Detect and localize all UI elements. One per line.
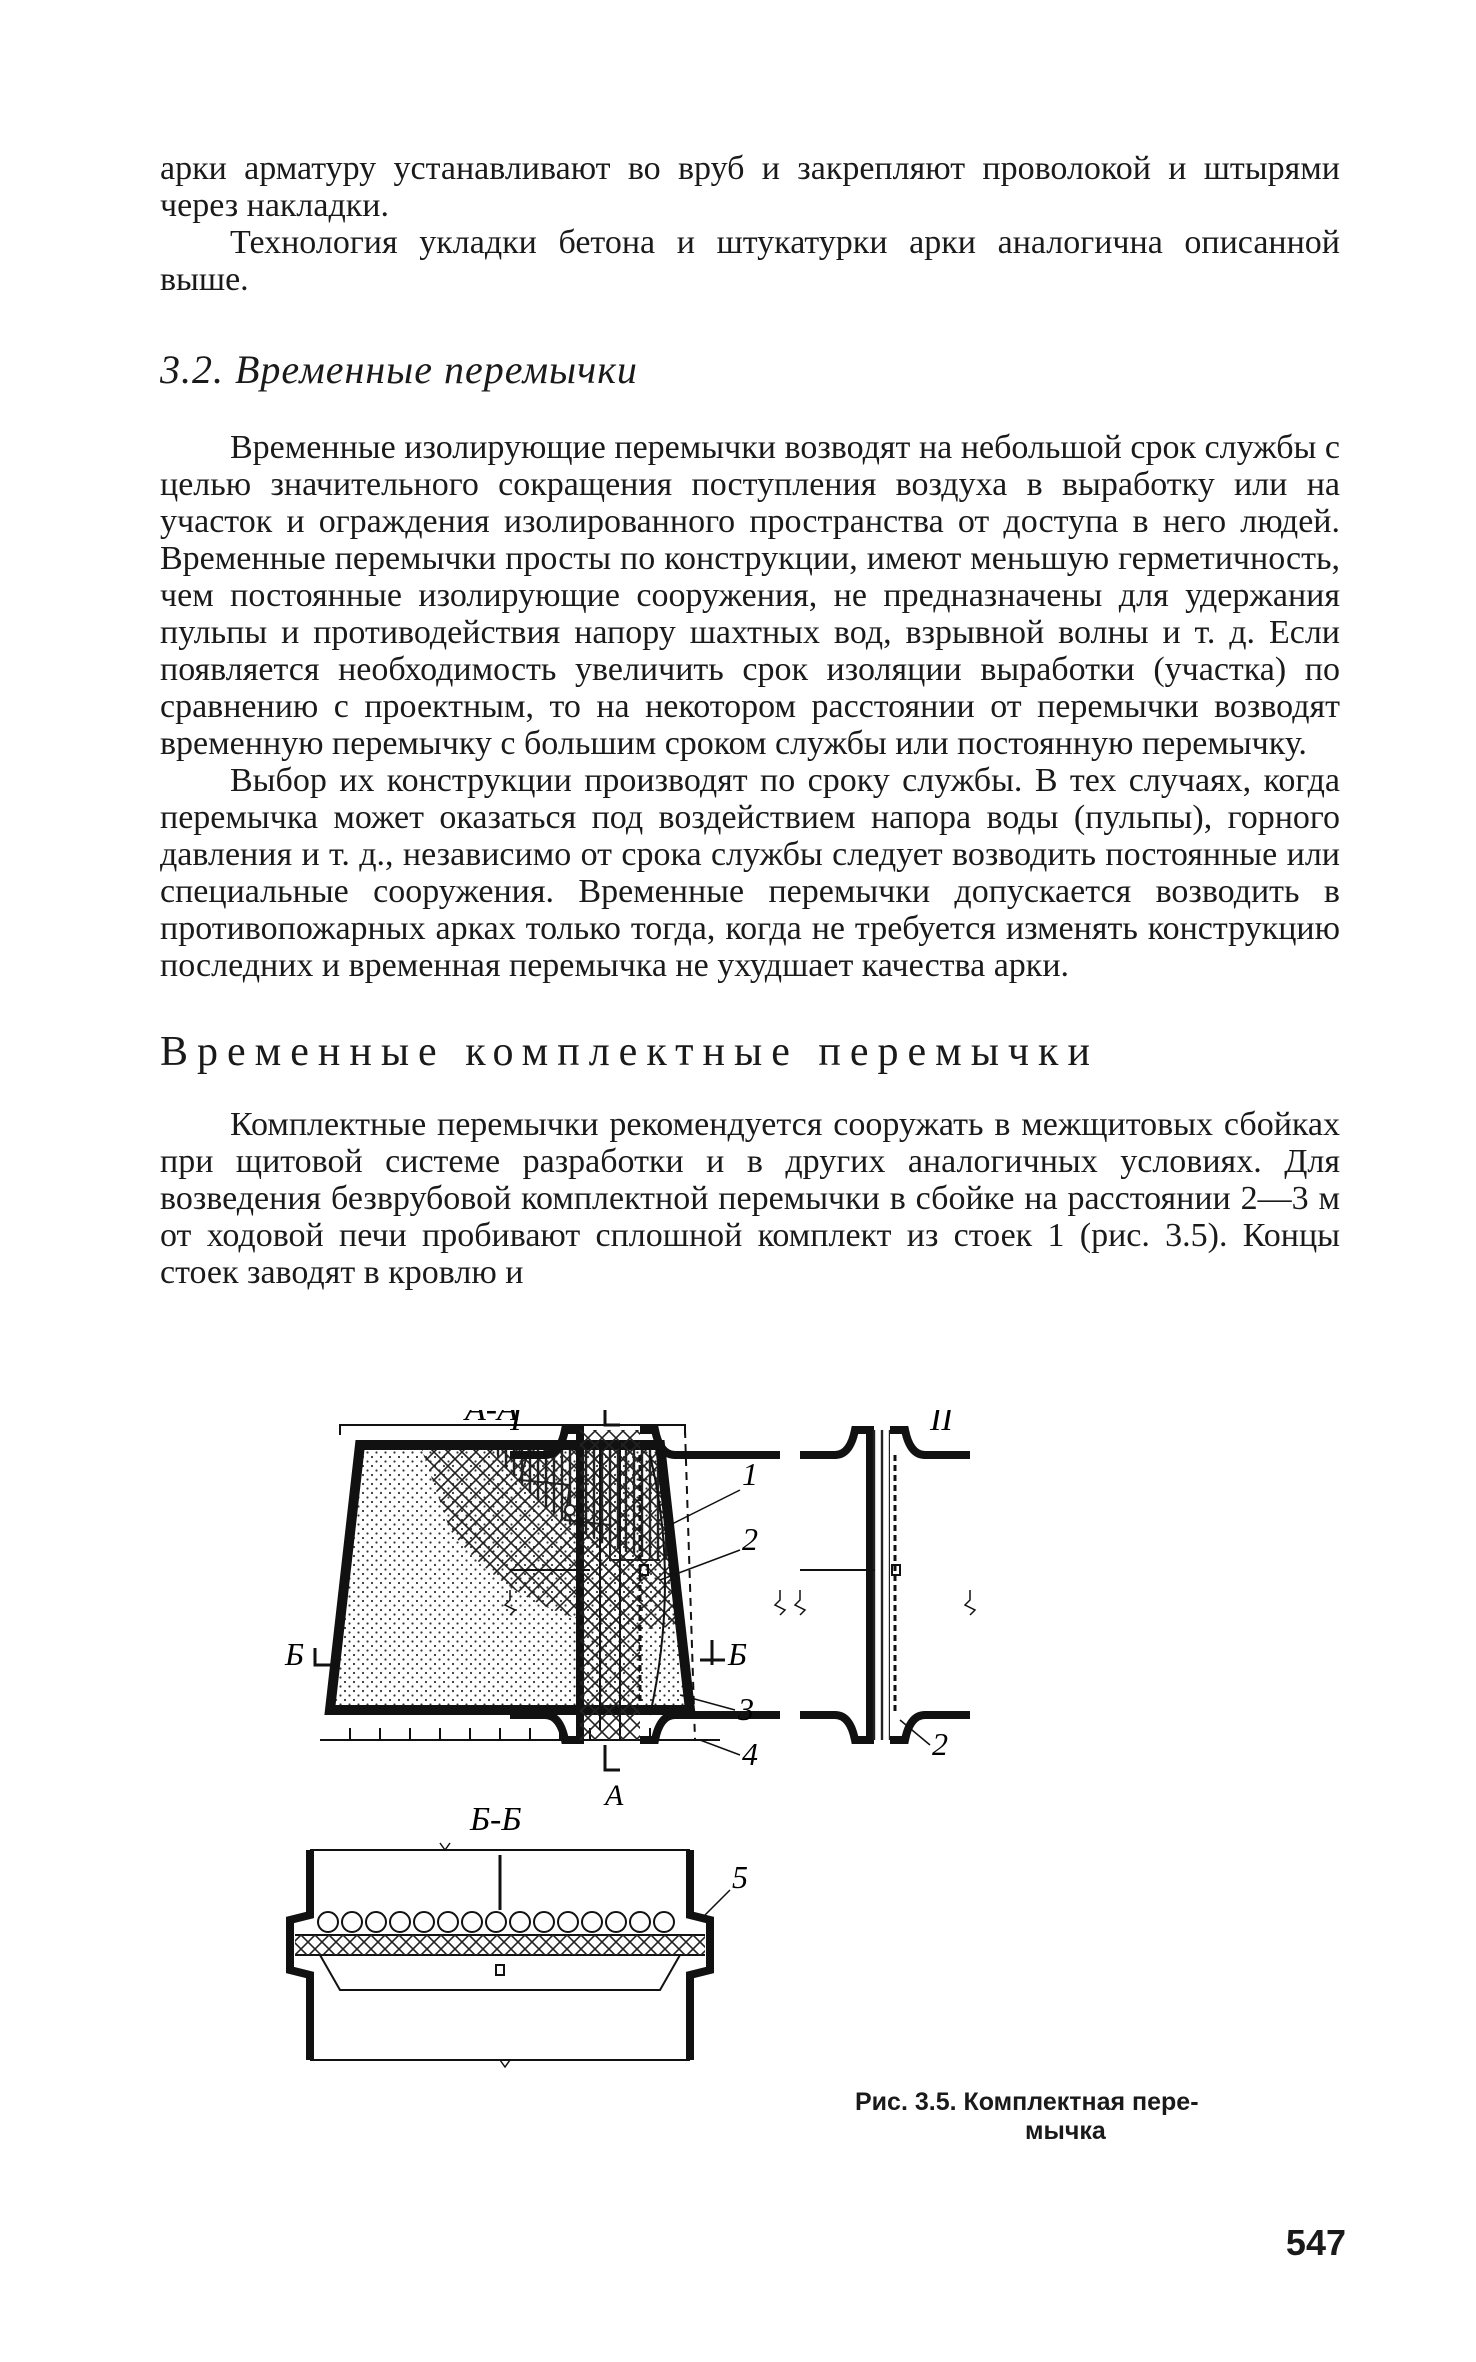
label-view-2: II xyxy=(930,1410,953,1438)
paragraph: Выбор их конструкции производят по сроку службы. В тех случаях, когда перемычка может оказаться под воздействием напора воды (пульпы), горного давления и т. д., независимо от срока службы следует возводить постоянные или специальные сооружения. Временные перемычки допускается возводить в противопожарных арках только тогда, когда не требуется изменять конструкцию последних и временная перемычка не ухудшает качества арки. xyxy=(160,762,1340,984)
paragraph: Временные изолирующие перемычки возводят на небольшой срок службы с целью значительного сокращения поступления воздуха в выработку или на участок и ограждения изолированного пространства от доступа в него людей. Временные перемычки просты по конструкции, имеют меньшую герметичность, чем постоянные изолирующие сооружения, не предназначены для удержания пульпы и противодействия напору шахтных вод, взрывной волны и т. д. Если появляется необходимость увеличить срок изоляции выработки (участка) по сравнению с проектным, то на некотором расстоянии от перемычки возводят временную перемычку с большим сроком службы или постоянную перемычку. xyxy=(160,429,1340,762)
paragraph: Комплектные перемычки рекомендуется сооружать в межщитовых сбойках при щитовой системе разработки и в других аналогичных условиях. Для возведения безврубовой комплектной перемычки в сбойке на расстоянии 2—3 м от ходовой печи пробивают сплошной комплект из стоек 1 (рис. 3.5). Концы стоек заводят в кровлю и xyxy=(160,1106,1340,1291)
label-n2b: 2 xyxy=(932,1726,948,1762)
section-aa-drawing xyxy=(315,1425,740,1755)
page-body xyxy=(160,150,1340,1291)
label-marker-b-left: Б xyxy=(285,1636,304,1672)
section-bb-drawing xyxy=(290,1843,730,2067)
label-marker-b-right: Б xyxy=(728,1636,747,1672)
label-n5: 5 xyxy=(732,1859,748,1895)
caption-line-2: мычка xyxy=(1025,2117,1106,2145)
label-n1: 1 xyxy=(742,1456,758,1492)
figure-drawing xyxy=(280,1410,1280,2170)
figure-caption xyxy=(855,2088,1305,2146)
subsection-heading: Временные комплектные перемычки xyxy=(160,1029,1099,1075)
label-view-1: I xyxy=(510,1410,522,1438)
view-2-drawing xyxy=(795,1430,975,1745)
caption-line-1: Рис. 3.5. Комплектная пере- xyxy=(855,2088,1199,2116)
label-section-bb: Б-Б xyxy=(470,1801,522,1838)
section-heading: 3.2. Временные перемычки xyxy=(160,347,638,392)
label-n3: 3 xyxy=(738,1691,754,1727)
paragraph: арки арматуру устанавливают во вруб и закрепляют проволокой и штырями через накладки. xyxy=(160,150,1340,224)
paragraph: Технология укладки бетона и штукатурки арки аналогична описанной выше. xyxy=(160,224,1340,298)
label-n2: 2 xyxy=(742,1521,758,1557)
figure-3-5 xyxy=(280,1410,1280,2170)
label-n4: 4 xyxy=(742,1736,758,1772)
label-marker-a-bottom: А xyxy=(605,1779,624,1812)
page-number: 547 xyxy=(1285,2222,1346,2263)
